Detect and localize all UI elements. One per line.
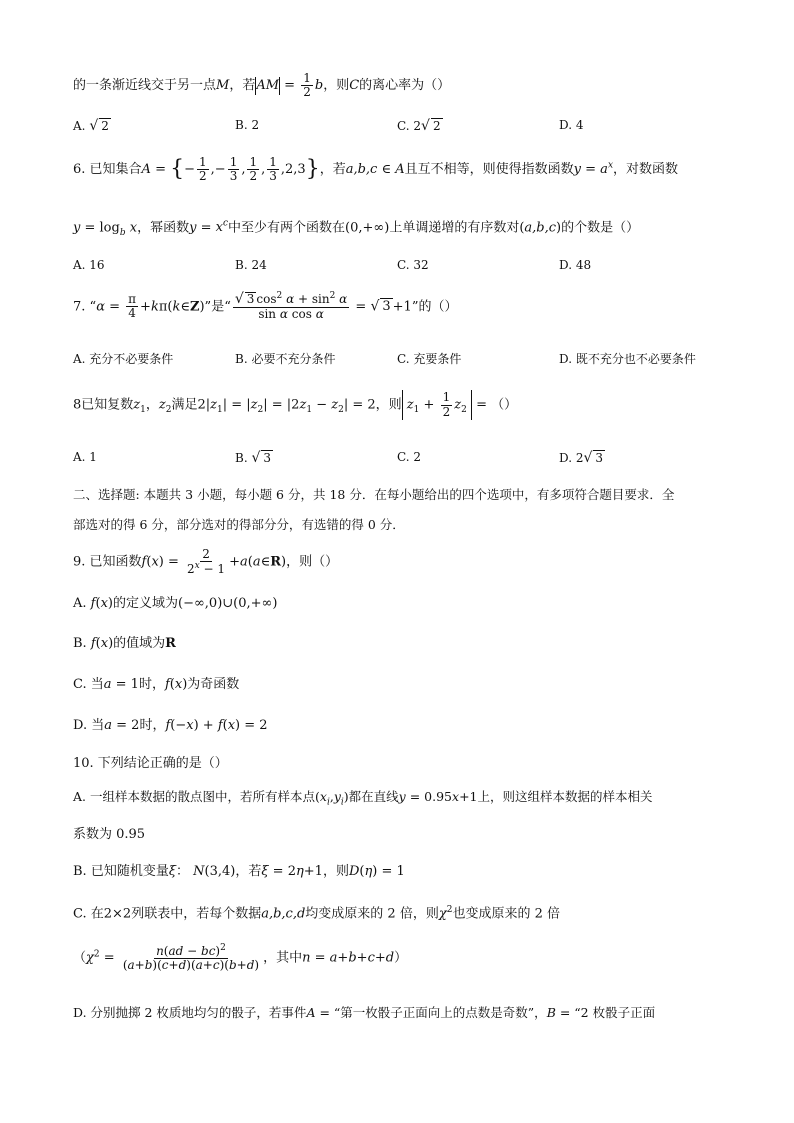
q8-option-d: D. 2√ 3	[559, 450, 604, 466]
q6-line2: $y = \log_b x$，幂函数$y = x^c$中至少有两个函数在(0,+∞)上单调递增的有序数对(a,b,c)的个数是（）	[73, 219, 640, 238]
q9-option-a: A. f(x)的定义域为(−∞,0)∪(0,+∞)	[73, 596, 278, 611]
q7-option-a: A. 充分不必要条件	[73, 352, 174, 366]
q6-option-b: B. 24	[235, 258, 267, 272]
q7-line: 7. “α = $\frac{\pi}{4}$ +kπ(k∈Z)”是“ $\frac{√ 3 \cos^2 \alpha + \sin^2 \alpha}{\text{sin α cos α}}$ = √ 3 +1”的（）	[73, 291, 458, 322]
q6-option-c: C. 32	[397, 258, 429, 272]
q5-option-b: B. 2	[235, 118, 260, 132]
q10-option-c-line1: C. 在2×2列联表中，若每个数据a,b,c,d均变成原来的 2 倍，则$\chi^2$也变成原来的 2 倍	[73, 905, 560, 922]
q5-tail: 的一条渐近线交于另一点M，若AM = $\frac{1}{2}$ b，则C的离心率为（）	[73, 71, 451, 100]
q8-line: 8已知复数$z_1$，$z_2$满足$2|z_1| = |z_2| = |2z_1 - z_2| = 2$，则 $z_1$ + $\frac{1}{2}$ $z_2$ = （）	[73, 390, 518, 419]
q8-option-a: A. 1	[73, 450, 97, 464]
section2-line1: 二、选择题: 本题共 3 小题，每小题 6 分，共 18 分．在每小题给出的四个选项中，有多项符合题目要求．全	[73, 487, 675, 502]
q9-option-d: D. 当a = 2时，f(−x) + f(x) = 2	[73, 718, 268, 733]
q10-option-d: D. 分别抛掷 2 枚质地均匀的骰子，若事件A = “第一枚骰子正面向上的点数是奇数”，B = “2 枚骰子正面	[73, 1005, 656, 1020]
q9-option-c: C. 当a = 1时，f(x)为奇函数	[73, 677, 240, 692]
q5-option-d: D. 4	[559, 118, 584, 132]
q10-option-c-line2: （$\chi^2$ = $\frac{n(ad - bc)^2}{(a+b)(c+d)(a+c)(b+d)}$ ，其中n = a+b+c+d）	[73, 943, 408, 973]
q9-option-b: B. f(x)的值域为R	[73, 636, 176, 651]
q5-option-c: C. 2√ 2	[397, 118, 441, 134]
q7-option-b: B. 必要不充分条件	[235, 352, 336, 366]
q7-option-d: D. 既不充分也不必要条件	[559, 352, 696, 366]
q10-stem: 10. 下列结论正确的是（）	[73, 756, 228, 771]
q10-option-a-line1: A. 一组样本数据的散点图中，若所有样本点$(x_i,y_i)$都在直线y = 0.95x+1上，则这组样本数据的样本相关	[73, 789, 653, 808]
q10-option-a-line2: 系数为 0.95	[73, 827, 146, 842]
q8-option-c: C. 2	[397, 450, 422, 464]
q5-option-a: A. √ 2	[73, 118, 109, 134]
q9-stem: 9. 已知函数f(x) = $\frac{2}{2^x - 1}$ +a(a∈R)，则（）	[73, 547, 339, 577]
q6-option-a: A. 16	[73, 258, 105, 272]
q5-text-a: 的一条渐近线交于另一点	[73, 78, 217, 94]
q8-option-b: B. √ 3	[235, 450, 272, 466]
q10-option-b: B. 已知随机变量ξ： N(3,4)，若ξ = 2η+1，则D(η) = 1	[73, 864, 405, 879]
q5-text-b: ，若	[229, 78, 256, 94]
q5-text-c: ，则	[323, 78, 350, 94]
q6-option-d: D. 48	[559, 258, 592, 272]
q6-line1: 6. 已知集合A = {− $\frac{1}{2}$ ,− $\frac{1}{3}$ , $\frac{1}{2}$ , $\frac{1}{3}$ ,2,3}，若a,b,c ∈ A且互不相等，则使得指数函数$y = a^x$，对数函数	[73, 155, 679, 184]
section2-line2: 部选对的得 6 分，部分选对的得部分分，有选错的得 0 分．	[73, 517, 405, 532]
q5-text-d: 的离心率为（）	[359, 78, 451, 94]
q7-option-c: C. 充要条件	[397, 352, 462, 366]
